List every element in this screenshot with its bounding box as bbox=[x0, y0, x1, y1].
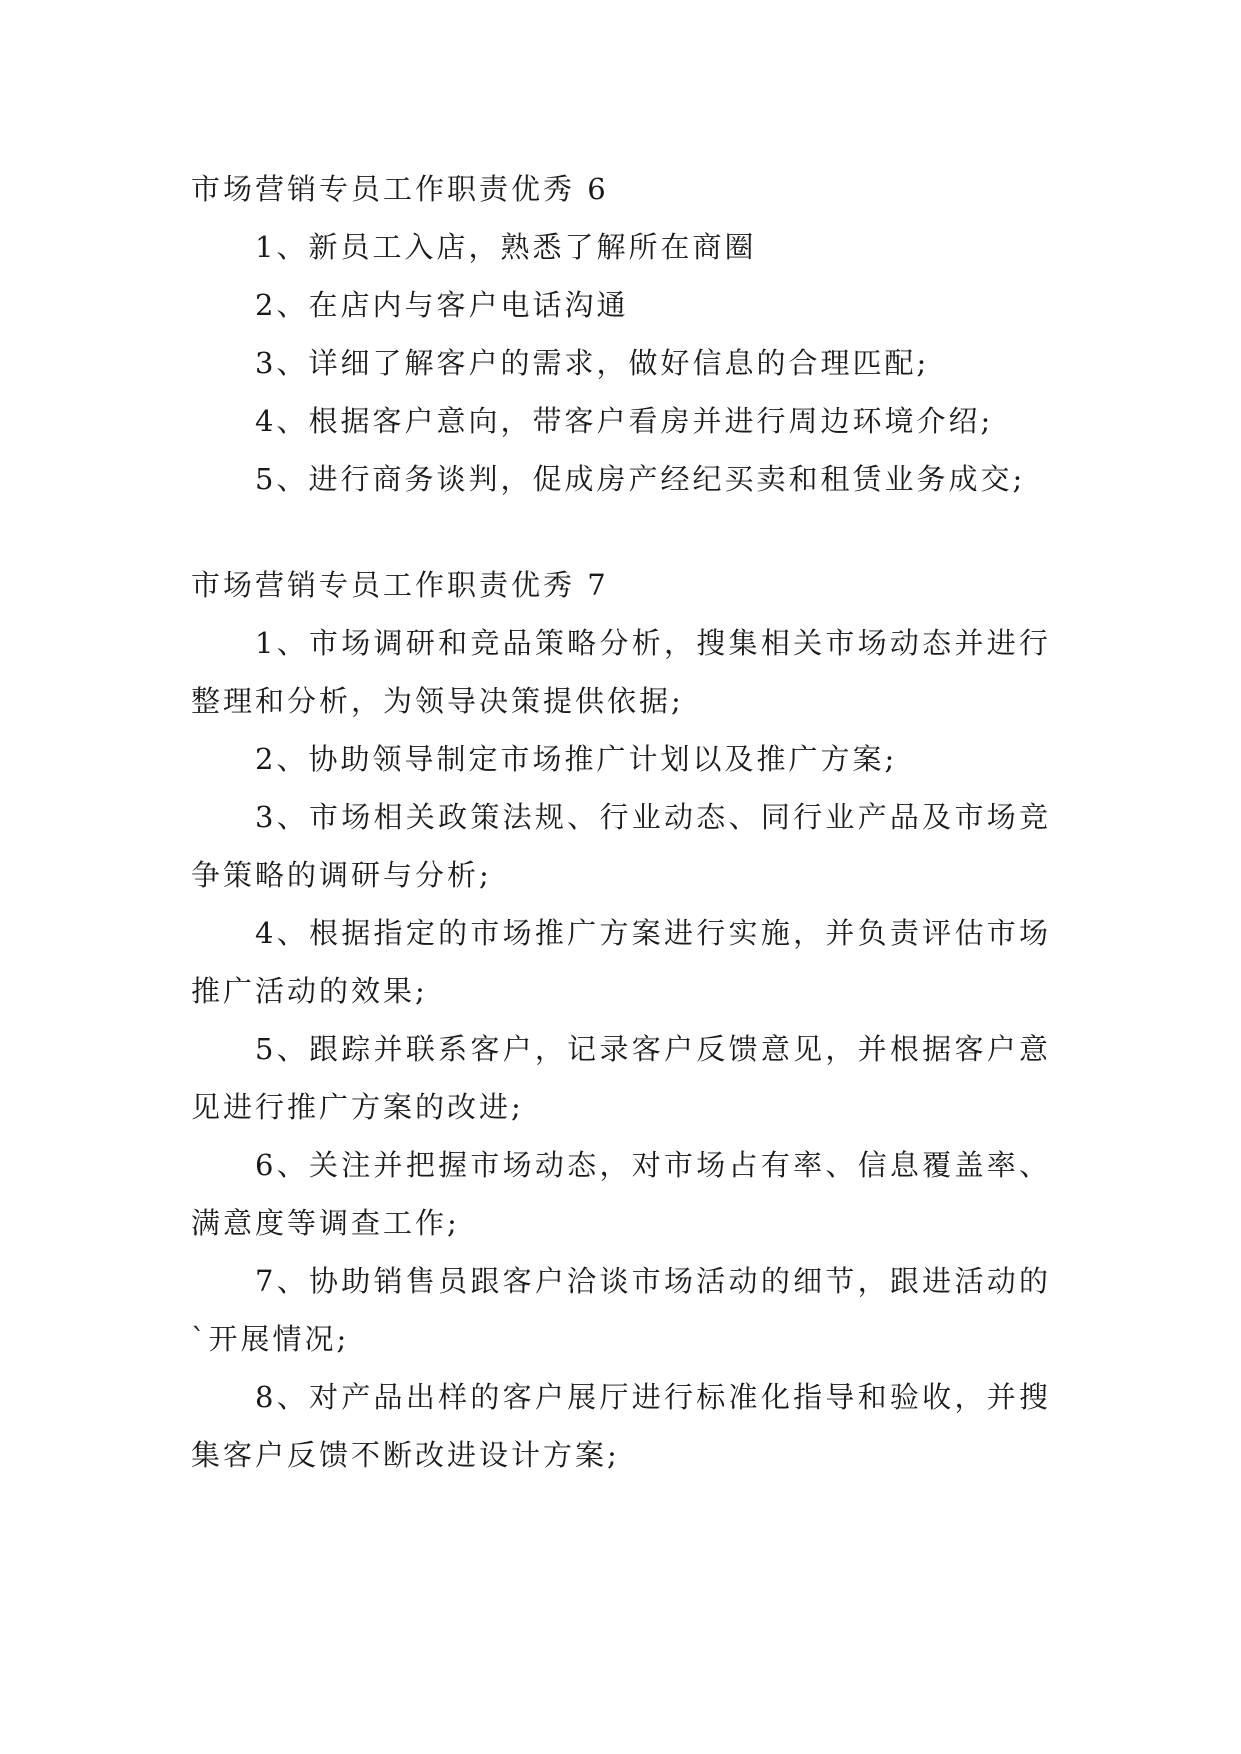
list-item: 1、市场调研和竞品策略分析，搜集相关市场动态并进行整理和分析，为领导决策提供依据; bbox=[191, 626, 1051, 718]
section-7 bbox=[191, 556, 1051, 1484]
list-item: 2、在店内与客户电话沟通 bbox=[255, 288, 629, 322]
list-item: 4、根据指定的市场推广方案进行实施，并负责评估市场推广活动的效果; bbox=[191, 916, 1051, 1008]
section-title: 市场营销专员工作职责优秀 6 bbox=[191, 172, 609, 206]
list-item: 3、详细了解客户的需求，做好信息的合理匹配; bbox=[255, 346, 930, 380]
section-6 bbox=[191, 160, 1051, 508]
list-item: 5、进行商务谈判，促成房产经纪买卖和租赁业务成交; bbox=[255, 462, 1026, 496]
list-item: 5、跟踪并联系客户，记录客户反馈意见，并根据客户意见进行推广方案的改进; bbox=[191, 1032, 1051, 1124]
list-item: 1、新员工入店，熟悉了解所在商圈 bbox=[255, 230, 757, 264]
list-item: 6、关注并把握市场动态，对市场占有率、信息覆盖率、满意度等调查工作; bbox=[191, 1148, 1051, 1240]
list-item: 4、根据客户意向，带客户看房并进行周边环境介绍; bbox=[255, 404, 994, 438]
list-item: 2、协助领导制定市场推广计划以及推广方案; bbox=[255, 742, 898, 776]
list-item: 8、对产品出样的客户展厅进行标准化指导和验收，并搜集客户反馈不断改进设计方案; bbox=[191, 1380, 1051, 1472]
list-item: 3、市场相关政策法规、行业动态、同行业产品及市场竞争策略的调研与分析; bbox=[191, 800, 1051, 892]
document-body bbox=[191, 160, 1051, 1484]
list-item: 7、协助销售员跟客户洽谈市场活动的细节，跟进活动的`开展情况; bbox=[191, 1264, 1051, 1356]
section-title: 市场营销专员工作职责优秀 7 bbox=[191, 568, 609, 602]
